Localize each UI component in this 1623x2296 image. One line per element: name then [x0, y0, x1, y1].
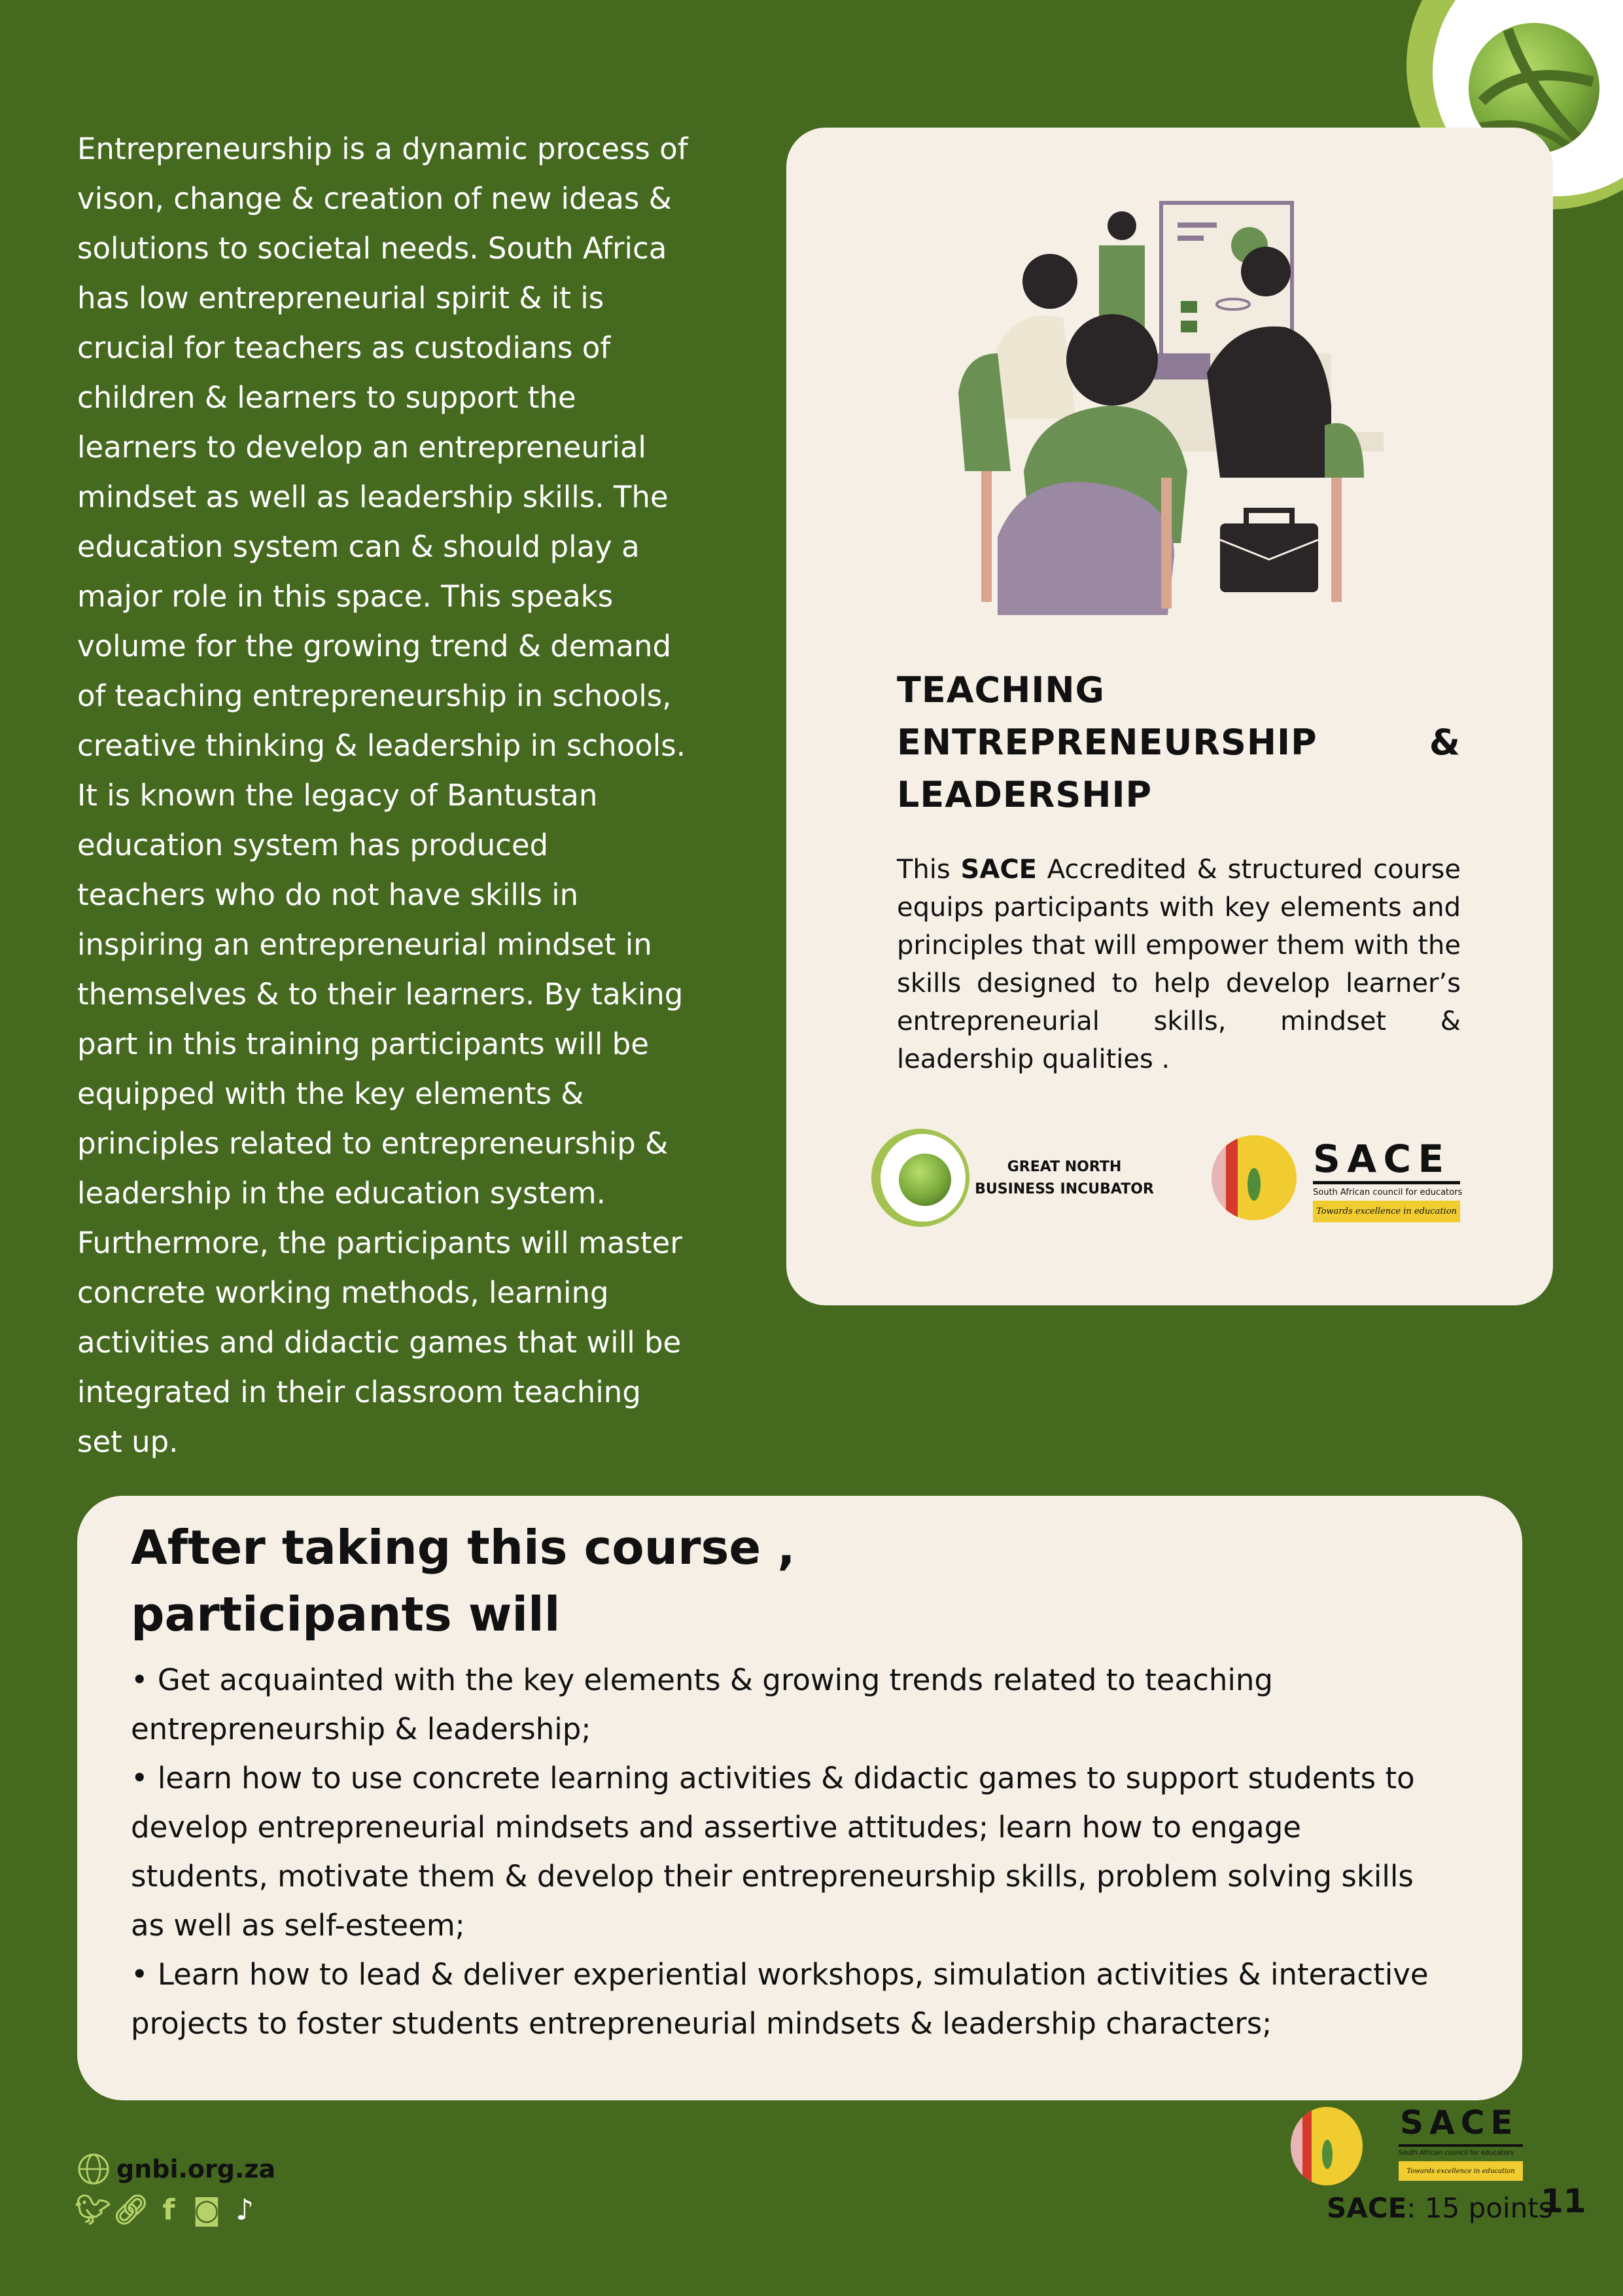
intro-line: equipped with the key elements & [77, 1076, 584, 1111]
intro-line: principles related to entrepreneurship & [77, 1126, 669, 1161]
tiktok-icon[interactable]: ♪ [235, 2193, 254, 2227]
sace-partner-logo: SACE South African council for educators Towards excellence in education [1205, 1135, 1467, 1227]
page-number: 11 [1541, 2182, 1586, 2220]
intro-line: solutions to societal needs. South Africa [77, 231, 667, 266]
team-meeting-illustration [958, 196, 1384, 615]
intro-line: education system has produced [77, 828, 549, 862]
intro-line: part in this training participants will be [77, 1027, 649, 1061]
sace-emblem-icon [1291, 2107, 1363, 2185]
intro-line: education system can & should play a [77, 529, 640, 564]
course-title: TEACHING ENTREPRENEURSHIP & LEADERSHIP [897, 669, 1461, 815]
intro-line: vison, change & creation of new ideas & [77, 181, 672, 216]
outcome-line: projects to foster students entrepreneurial mindsets & leadership characters; [131, 2006, 1272, 2041]
intro-line: of teaching entrepreneurship in schools, [77, 679, 672, 713]
twitter-icon[interactable]: 🐦︎ [75, 2193, 111, 2227]
outcome-line: entrepreneurship & leadership; [131, 1712, 591, 1746]
intro-line: mindset as well as leadership skills. The [77, 480, 669, 514]
outcome-line: students, motivate them & develop their entrepreneurship skills, problem solving skills [131, 1859, 1414, 1894]
social-links [77, 2192, 260, 2227]
intro-line: Entrepreneurship is a dynamic process of [77, 132, 688, 166]
intro-line: themselves & to their learners. By taking [77, 977, 684, 1012]
intro-line: volume for the growing trend & demand [77, 629, 672, 663]
intro-line: It is known the legacy of Bantustan [77, 778, 598, 813]
course-card [786, 128, 1553, 1305]
intro-line: creative thinking & leadership in schools. [77, 728, 686, 763]
facebook-icon[interactable]: f [162, 2193, 175, 2227]
intro-line: teachers who do not have skills in [77, 877, 579, 912]
intro-line: has low entrepreneurial spirit & it is [77, 281, 604, 315]
intro-line: inspiring an entrepreneurial mindset in [77, 927, 652, 962]
gnbi-partner-logo: GREAT NORTH BUSINESS INCUBATOR [871, 1129, 1159, 1233]
outcomes-heading: After taking this course , participants will [131, 1520, 795, 1642]
sace-emblem-icon [1212, 1135, 1297, 1220]
intro-line: crucial for teachers as custodians of [77, 330, 611, 365]
intro-line: Furthermore, the participants will master [77, 1226, 682, 1260]
outcome-line: • Learn how to lead & deliver experiential workshops, simulation activities & interactive [131, 1957, 1429, 1992]
gnbi-globe-icon [899, 1154, 951, 1206]
sace-bold: SACE [960, 855, 1037, 885]
intro-text [77, 124, 771, 1467]
sace-footer-logo: SACE South African council for educators Towards excellence in education [1287, 2104, 1523, 2189]
intro-line: activities and didactic games that will be [77, 1325, 682, 1360]
instagram-icon[interactable]: ◙ [192, 2193, 221, 2227]
intro-line: concrete working methods, learning [77, 1275, 609, 1310]
outcome-line: • learn how to use concrete learning activities & didactic games to support students to [131, 1761, 1415, 1795]
intro-line: children & learners to support the [77, 380, 576, 415]
intro-line: major role in this space. This speaks [77, 579, 614, 614]
outcomes-list [131, 1655, 1478, 2048]
sace-points: SACE: 15 points [1327, 2192, 1553, 2224]
intro-line: set up. [77, 1424, 179, 1459]
outcome-line: • Get acquainted with the key elements & growing trends related to teaching [131, 1663, 1273, 1697]
outcomes-card [77, 1496, 1522, 2100]
intro-line: integrated in their classroom teaching [77, 1375, 641, 1409]
link-icon[interactable]: 🔗︎ [113, 2193, 149, 2227]
outcome-line: as well as self-esteem; [131, 1908, 465, 1943]
website-link[interactable]: gnbi.org.za [77, 2153, 275, 2185]
course-description: This SACE Accredited & structured course equips participants with key elements and principles that will empower them with the skills designed to help develop learner’s entrepreneurial skills, mindset & leadership qualities . [897, 855, 1461, 1074]
intro-line: learners to develop an entrepreneurial [77, 430, 646, 465]
intro-line: leadership in the education system. [77, 1176, 606, 1210]
globe-icon [77, 2153, 110, 2185]
outcome-line: develop entrepreneurial mindsets and assertive attitudes; learn how to engage [131, 1810, 1301, 1845]
